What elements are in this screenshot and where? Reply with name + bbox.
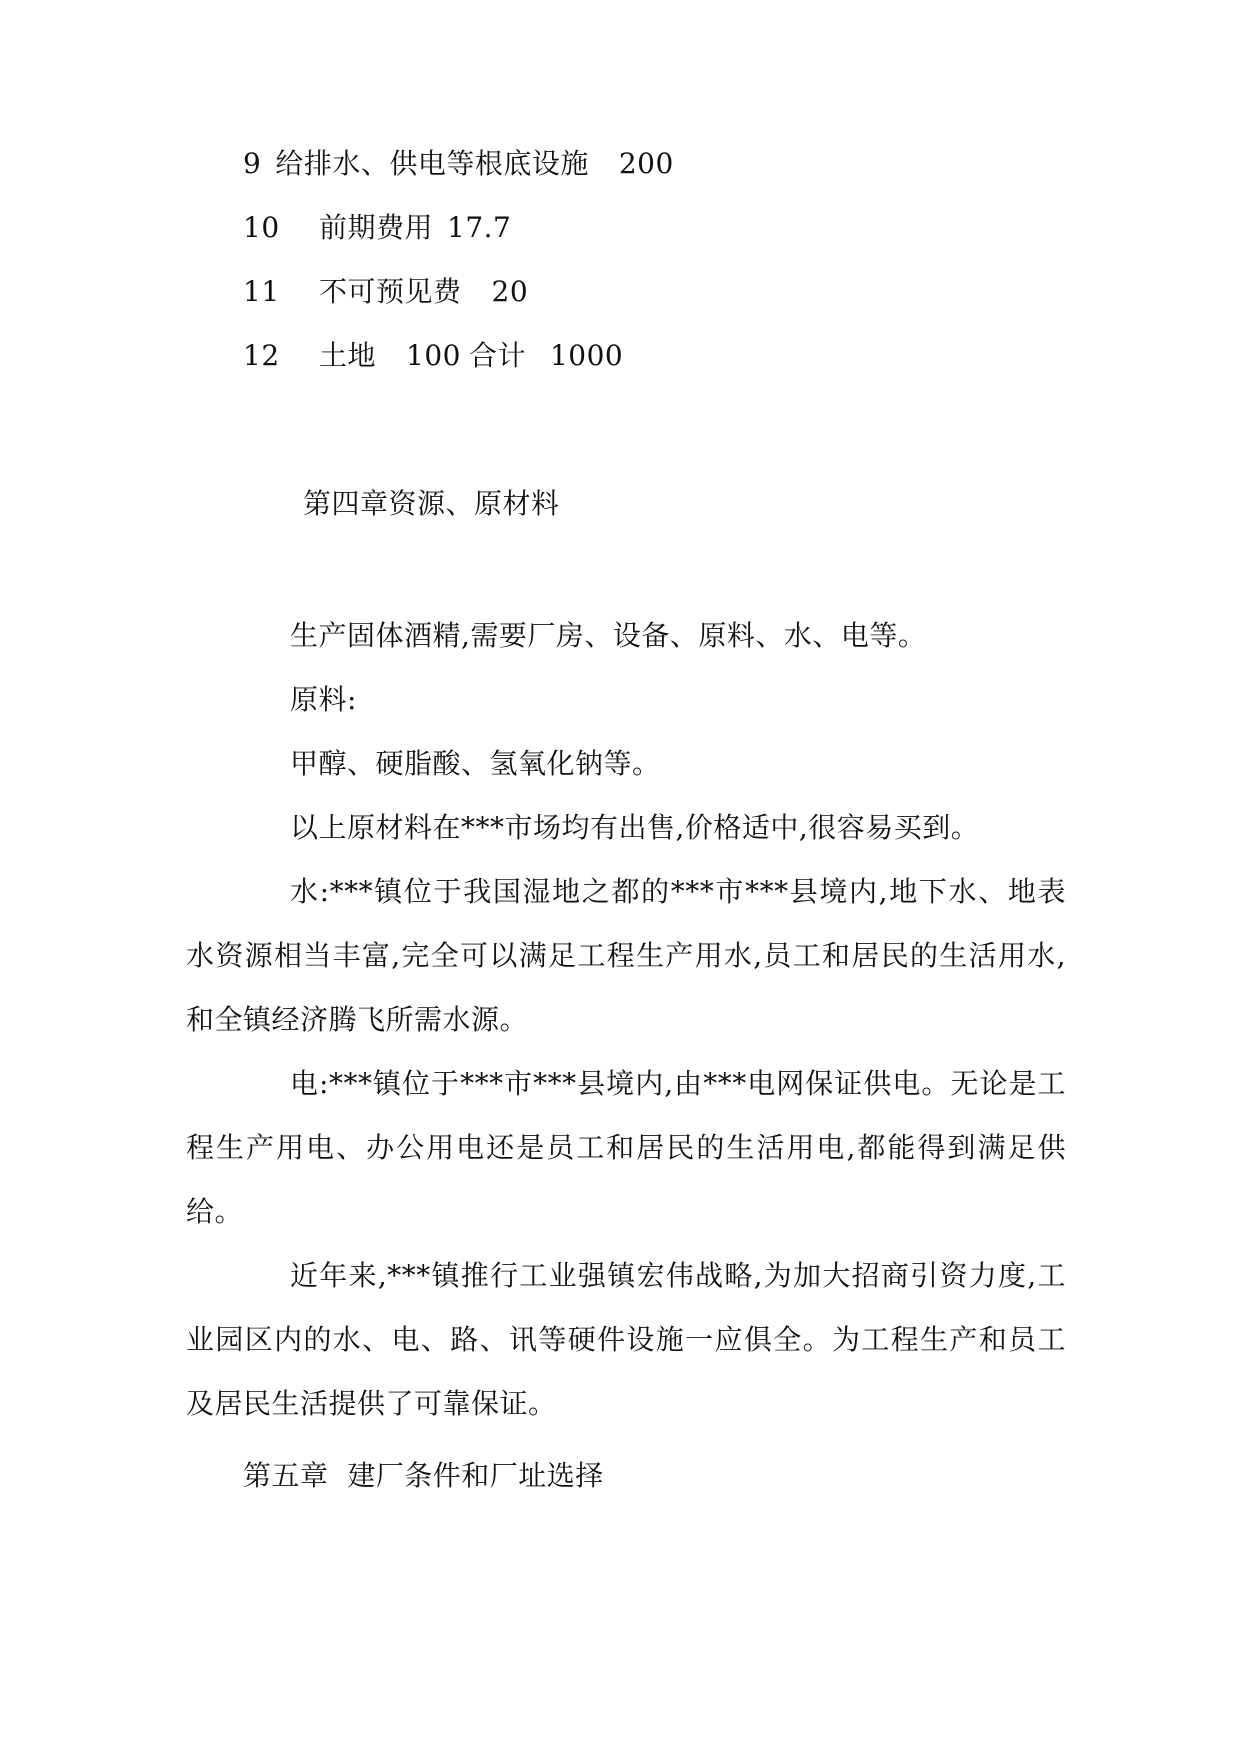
budget-row [243,338,623,374]
budget-row-name: 土地 [319,339,377,372]
budget-row-amount: 200 [618,147,674,180]
budget-total-label: 合计 [468,339,526,372]
budget-total-value: 1000 [549,339,624,372]
chapter-title: 第五章 建厂条件和厂址选择 [243,1459,604,1492]
body-line: 原料: [290,683,357,716]
body-line: 以上原材料在***市场均有出售,价格适中,很容易买到。 [290,811,980,844]
budget-row-amount: 20 [491,275,529,308]
budget-row-number: 12 [243,339,280,372]
budget-row [243,146,674,182]
chapter-title: 第四章资源、原材料 [303,487,560,520]
budget-row-number: 11 [243,275,280,308]
body-line: 生产固体酒精,需要厂房、设备、原料、水、电等。 [290,619,927,652]
paragraph-water: 水:***镇位于我国湿地之都的***市***县境内,地下水、地表水资源相当丰富,完全可以满足工程生产用水,员工和居民的生活用水,和全镇经济腾飞所需水源。 [186,875,1066,1036]
budget-row-number: 9 [243,147,262,180]
budget-row [243,210,511,246]
budget-row-name: 不可预见费 [319,275,462,308]
paragraph-recent: 近年来,***镇推行工业强镇宏伟战略,为加大招商引资力度,工业园区内的水、电、路、讯等硬件设施一应俱全。为工程生产和员工及居民生活提供了可靠保证。 [186,1259,1066,1420]
paragraph-power: 电:***镇位于***市***县境内,由***电网保证供电。无论是工程生产用电、办公用电还是员工和居民的生活用电,都能得到满足供给。 [186,1067,1066,1228]
body-line: 甲醇、硬脂酸、氢氧化钠等。 [290,747,661,780]
budget-row-amount: 100 [406,339,461,372]
budget-row [243,274,528,310]
budget-row-number: 10 [243,211,280,244]
budget-row-amount: 17.7 [447,211,512,244]
budget-row-name: 前期费用 [319,211,434,244]
budget-row-name: 给排水、供电等根底设施 [275,147,589,180]
